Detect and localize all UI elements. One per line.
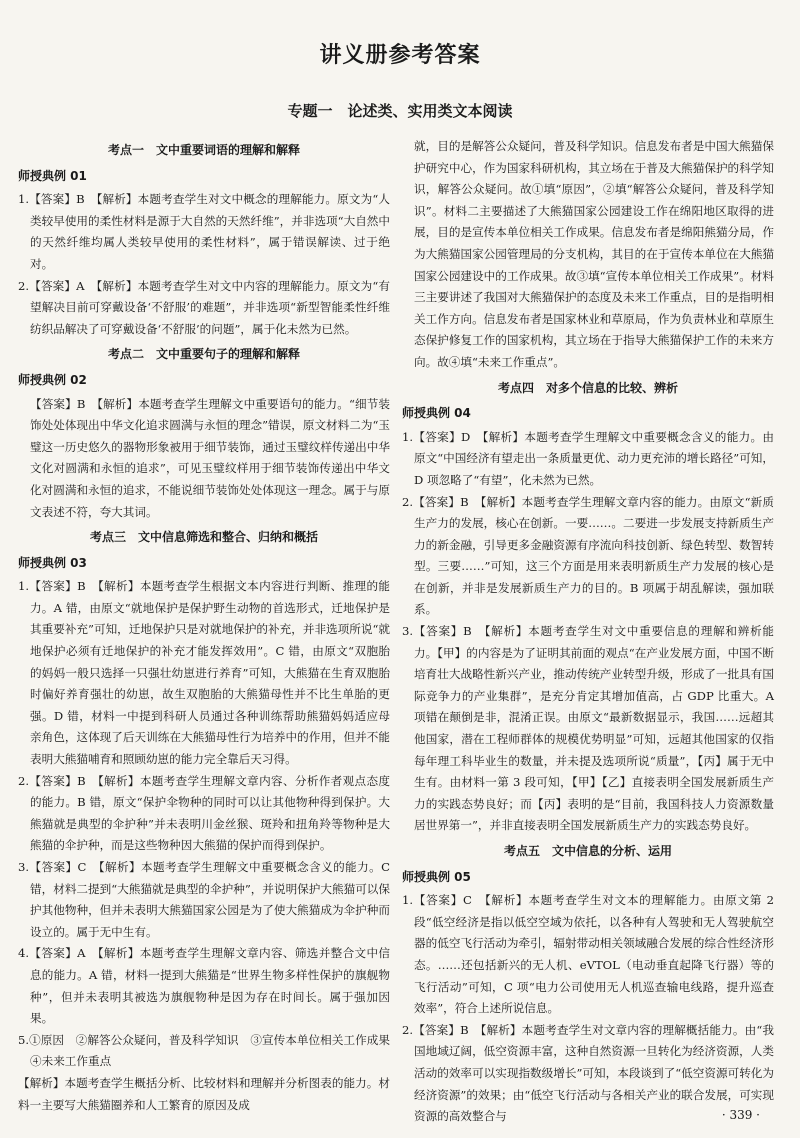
answer-explanation: 【解析】本题考查学生概括分析、比较材料和理解并分析图表的能力。材料一主要写大熊猫圈养和人工繁育的原因及成 — [18, 1075, 390, 1112]
example-label: 师授典例 01 — [18, 168, 87, 183]
section-heading: 考点三 文中信息筛选和整合、归纳和概括 — [89, 530, 318, 545]
answer-item: 2.【答案】B 【解析】本题考查学生理解文章内容、分析作者观点态度的能力。B 错，原文“保护伞物种的同时可以让其他物种得到保护。大熊猫就是典型的伞护种”并未表明川金丝猴、斑羚和扭角羚等物种是大熊猫的伞护种，而是这些物种因大熊猫的保护而得到保护。 — [18, 773, 390, 853]
example-label: 师授典例 02 — [18, 372, 87, 387]
page-number: · 339 · — [721, 1108, 760, 1122]
answer-item: 1.【答案】C 【解析】本题考查学生对文本的理解能力。由原文第 2 段“低空经济是指以低空空域为依托，以各种有人驾驶和无人驾驶航空器的低空飞行活动为牵引，辐射带动相关领域融合发展的综合性经济形态。……还包括新兴的无人机、eVTOL（电动垂直起降飞行器）等的飞行活动”可知，C 项“电力公司使用无人机巡查输电线路，提升巡查效率”，符合上述所说信息。 — [402, 893, 774, 1016]
answer-item: 1.【答案】B 【解析】本题考查学生根据文本内容进行判断、推理的能力。A 错，由原文“就地保护是保护野生动物的首选形式，迁地保护是其重要补充”可知，迁地保护只是对就地保护的补充，并非选项所说“就地保护必须有迁地保护的补充才能发挥效用”。C 错，由原文“双胞胎的妈妈一般只选择一只强壮幼崽进行养育”可知，大熊猫在生育双胞胎时偏好养育强壮的幼崽，故生双胞胎的大熊猫母性并不比生单胎的更强。D 错，材料一中提到科研人员通过各种训练帮助熊猫妈妈适应母亲角色，这体现了后天训练在大熊猫母性行为培养中的作用，但并不能表明大熊猫哺育和照顾幼崽的能力完全靠后天习得。 — [18, 579, 390, 767]
left-column — [18, 136, 402, 1116]
answer-item: 3.【答案】B 【解析】本题考查学生对文中重要信息的理解和辨析能力。【甲】的内容是为了证明其前面的观点“在产业发展方面，中国不断培育壮大战略性新兴产业，推动传统产业转型升级，形成了一批具有国际竞争力的产业集群”，是充分肯定其增加值高，占 GDP 比重大。A 项错在颠倒是非，混淆正误。由原文“最新数据显示，我国……远超其他国家，潜在工程师群体的规模优势明显”可知，远超其他国家的仅指每年理工科毕业生的数量，并未提及选项所说“质量”，【丙】属于无中生有。由材料一第 3 段可知，【甲】【乙】直接表明全国发展新质生产力的实践态势良好；而【丙】表明的是“目前，我国科技人力资源数量居世界第一”，并非直接表明全国发展新质生产力的实践态势良好。 — [402, 624, 774, 833]
section-heading: 考点四 对多个信息的比较、辨析 — [497, 380, 678, 395]
right-column — [402, 136, 774, 1128]
answer-item: 3.【答案】C 【解析】本题考查学生理解文中重要概念含义的能力。C 错，材料二提到“大熊猫就是典型的伞护种”，并说明保护大熊猫可以保护其他物种，但并未表明大熊猫国家公园是为了使大熊猫成为伞护种而设立的。属于无中生有。 — [18, 860, 390, 939]
section-heading: 考点一 文中重要词语的理解和解释 — [107, 143, 300, 157]
answer-item: 2.【答案】A 【解析】本题考查学生对文中内容的理解能力。原文为“有望解决目前可穿戴设备‘不舒服’的难题”，并非选项“新型智能柔性纤维纺织品解决了可穿戴设备‘不舒服’的问题”，属于化未然为已然。 — [18, 278, 390, 336]
answer-item: 1.【答案】B 【解析】本题考查学生对文中概念的理解能力。原文为“人类较早使用的柔性材料是源于大自然的天然纤维”，并非选项“大自然中的天然纤维均属人类较早使用的柔性材料”，属于错误解读、过于绝对。 — [18, 192, 390, 271]
answer-continuation: 就，目的是解答公众疑问，普及科学知识。信息发布者是中国大熊猫保护研究中心，作为国家科研机构，其立场在于普及大熊猫保护的科学知识，解答公众疑问。故①填“原因”，②填“解答公众疑问，普及科学知识”。材料二主要描述了大熊猫国家公园建设工作在绵阳地区取得的进展，目的是宣传本单位相关工作成果。信息发布者是绵阳熊猫分局，作为大熊猫国家公园管理局的分支机构，其目的在于宣传本单位在大熊猫国家公园建设中的工作成果。故③填“宣传本单位相关工作成果”。材料三主要讲述了我国对大熊猫保护的态度及未来工作重点，目的是指明相关工作方向。信息发布者是国家林业和草原局，作为负责林业和草原生态保护修复工作的国家机构，其立场在于指导大熊猫保护工作的未来方向。故④填“未来工作重点”。 — [414, 139, 774, 369]
answer-item: 【答案】B 【解析】本题考查学生理解文中重要语句的能力。“细节装饰处处体现出中华文化追求圆满与永恒的理念”错误，原文材料二为“玉璧这一历史悠久的器物形象被用于细节装饰，通过玉璧纹样传递出中华文化对圆满和永恒的追求”，可见玉璧纹样用于细节装饰传递出中华文化对圆满和永恒的追求，不能说细节装饰处处体现这一理念。属于与原文表述不符，夸大其词。 — [30, 396, 390, 519]
page-title: 讲义册参考答案 — [319, 43, 481, 68]
section-heading: 考点五 文中信息的分析、运用 — [503, 844, 672, 858]
answer-item: 2.【答案】B 【解析】本题考查学生对文章内容的理解概括能力。由“我国地域辽阔，低空资源丰富，这种自然资源一旦转化为经济资源，人类活动的效率可以实现指数级增长”可知，本段谈到了“低空资源可转化为经济资源”的效果；由“低空飞行活动与各相关产业的联合发展，可实现资源的高效整合与 — [402, 1022, 774, 1124]
topic-title: 专题一 论述类、实用类文本阅读 — [287, 102, 513, 120]
example-label: 师授典例 03 — [18, 555, 87, 570]
answer-item: 2.【答案】B 【解析】本题考查学生理解文章内容的能力。由原文“新质生产力的发展，核心在创新。一要……。二要进一步发展支持新质生产力的新金融，引导更多金融资源有序流向科技创新、绿色转型、数智转型。三要……”可知，这三个方面是用来表明新质生产力发展的核心是在创新，并非是发展新质生产力的目的。B 项属于胡乱解读，强加联系。 — [402, 494, 774, 617]
example-label: 师授典例 05 — [402, 869, 471, 884]
answer-item: 4.【答案】A 【解析】本题考查学生理解文章内容、筛选并整合文中信息的能力。A 错，材料一提到大熊猫是“世界生物多样性保护的旗舰物种”，但并未表明其被选为旗舰物种是因为存在时间长。属于强加因果。 — [18, 946, 390, 1026]
example-label: 师授典例 04 — [402, 406, 471, 421]
answer-item: 1.【答案】D 【解析】本题考查学生理解文中重要概念含义的能力。由原文“中国经济有望走出一条质量更优、动力更充沛的增长路径”可知，D 项忽略了“有望”，化未然为已然。 — [402, 429, 774, 487]
answer-item: 5.①原因 ②解答公众疑问，普及科学知识 ③宣传本单位相关工作成果 ④未来工作重点 — [18, 1032, 402, 1069]
section-heading: 考点二 文中重要句子的理解和解释 — [107, 347, 300, 362]
